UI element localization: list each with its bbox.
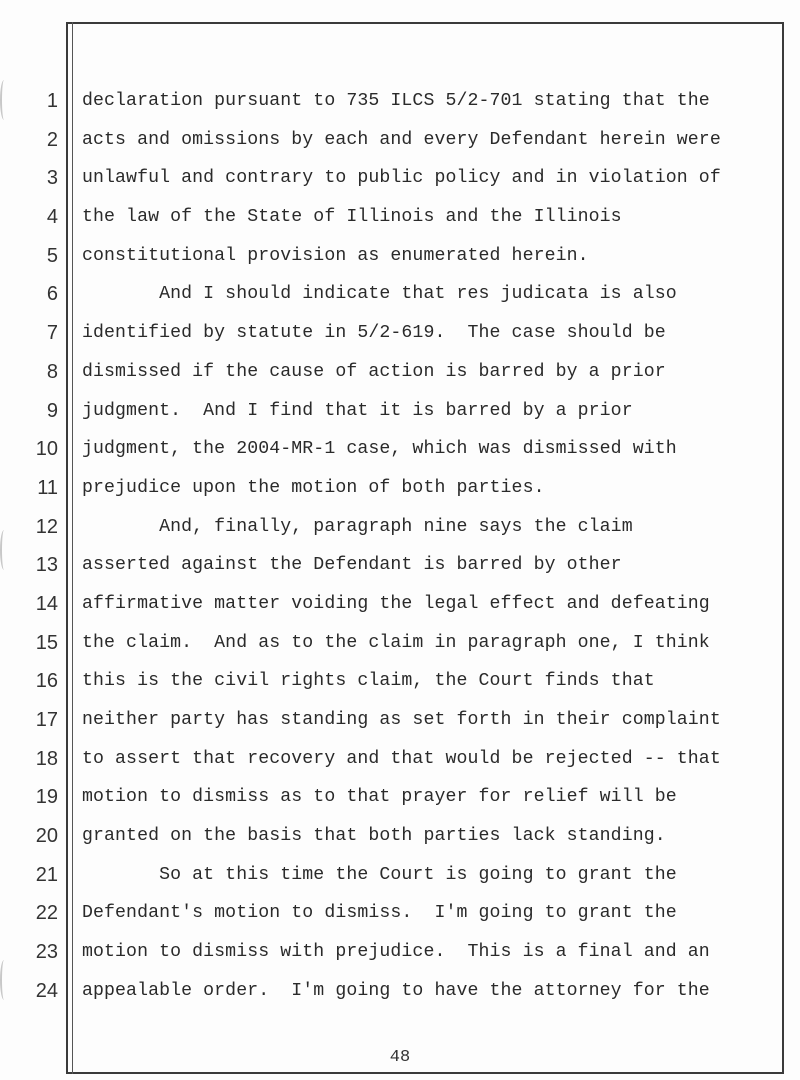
transcript-line: judgment, the 2004-MR-1 case, which was dismissed with [82,439,677,460]
transcript-line: judgment. And I find that it is barred by a prior [82,400,633,421]
transcript-line: granted on the basis that both parties lack standing. [82,826,666,847]
line-number: 17 [35,709,58,731]
line-number: 6 [46,283,58,306]
transcript-line: this is the civil rights claim, the Court finds that [82,671,655,692]
line-number: 8 [46,360,58,383]
line-number: 12 [35,515,58,538]
transcript-line: motion to dismiss with prejudice. This is a final and an [82,942,710,963]
line-number: 24 [35,979,58,1002]
line-number: 7 [46,322,58,345]
margin-rule [72,22,73,1074]
transcript-line: neither party has standing as set forth in their complaint [82,710,721,730]
transcript-line: And I should indicate that res judicata is also [82,284,677,305]
transcript-line: asserted against the Defendant is barred by other [82,555,622,576]
line-number: 14 [35,592,58,615]
line-number: 23 [35,941,58,964]
transcript-line: to assert that recovery and that would be rejected -- that [82,748,721,769]
line-number: 2 [46,128,58,151]
line-number: 20 [35,825,58,848]
line-number: 5 [46,244,58,267]
transcript-line: identified by statute in 5/2-619. The case should be [82,323,666,344]
line-number: 18 [35,747,58,770]
line-number: 21 [35,863,58,886]
line-number: 1 [46,90,58,112]
transcript-text [82,86,742,1015]
transcript-line: affirmative matter voiding the legal effect and defeating [82,593,710,614]
transcript-line: prejudice upon the motion of both parties. [82,477,545,498]
line-number: 3 [46,167,58,190]
transcript-line: acts and omissions by each and every Defendant herein were [82,129,721,150]
line-number: 9 [46,399,58,422]
line-number: 22 [35,902,58,925]
transcript-line: dismissed if the cause of action is barred by a prior [82,361,666,382]
transcript-line: the law of the State of Illinois and the Illinois [82,207,622,228]
line-number: 11 [37,476,58,499]
transcript-line: constitutional provision as enumerated herein. [82,245,589,266]
page-number: 48 [389,1048,411,1067]
line-number: 16 [35,670,58,693]
transcript-line: appealable order. I'm going to have the attorney for the [82,980,710,1001]
line-number: 15 [35,631,58,654]
transcript-line: the claim. And as to the claim in paragraph one, I think [82,632,710,653]
line-number: 19 [35,786,58,809]
transcript-line: motion to dismiss as to that prayer for relief will be [82,787,677,808]
transcript-line: unlawful and contrary to public policy and in violation of [82,168,721,189]
line-number: 13 [35,554,58,577]
transcript-line: declaration pursuant to 735 ILCS 5/2-701 stating that the [82,91,710,111]
line-number: 10 [35,438,58,461]
binding-hole-marks [0,60,8,1020]
line-number: 4 [46,206,58,229]
transcript-line: Defendant's motion to dismiss. I'm going to grant the [82,903,677,924]
transcript-line: So at this time the Court is going to grant the [82,864,677,885]
line-number-column [18,86,58,1015]
transcript-line: And, finally, paragraph nine says the claim [82,516,633,537]
